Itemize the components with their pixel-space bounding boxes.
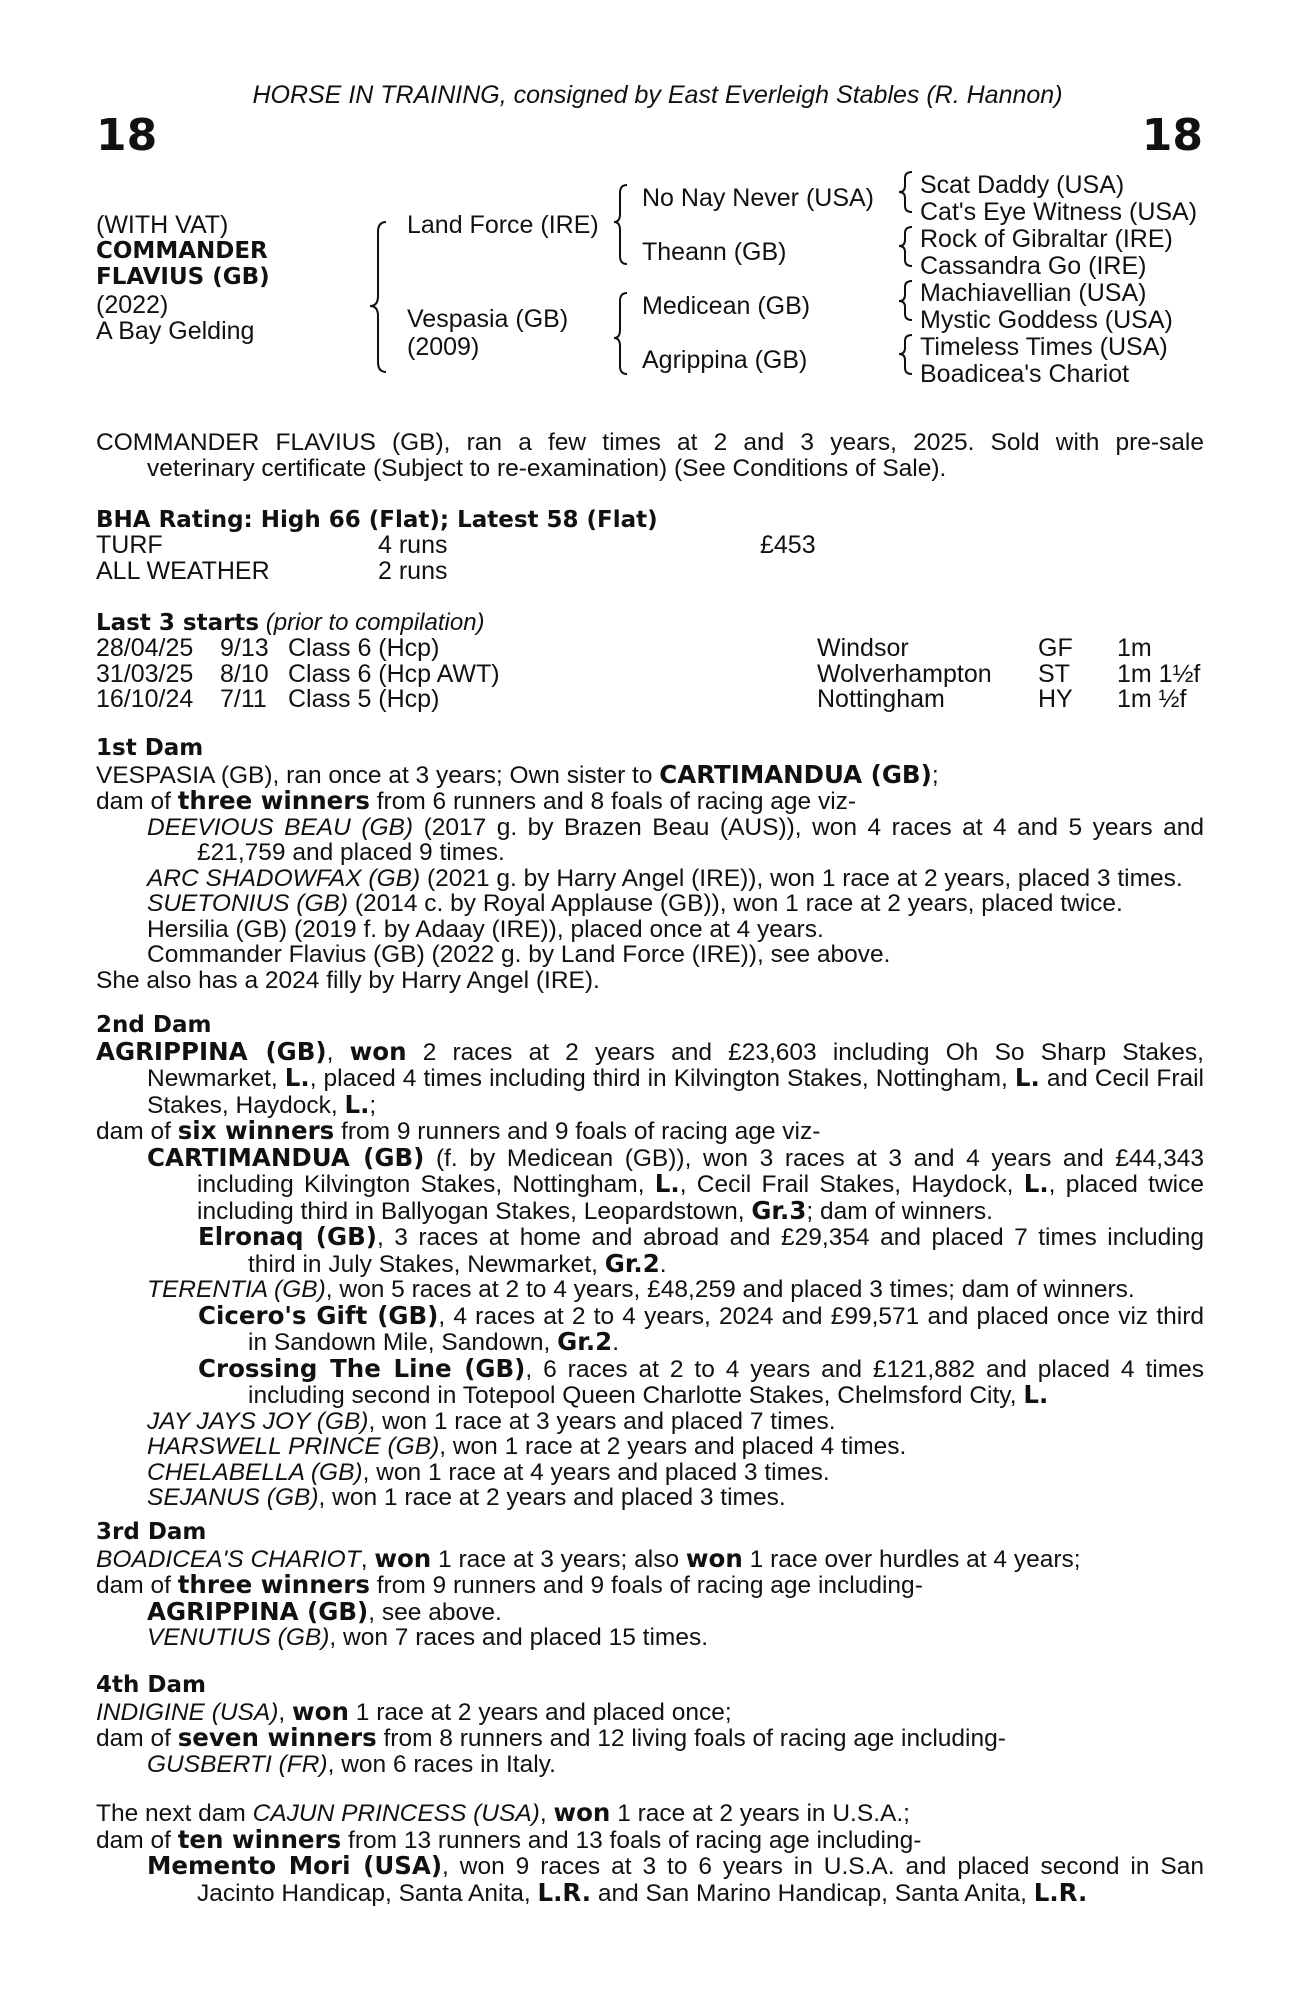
horse-description: A Bay Gelding	[96, 317, 255, 345]
pedigree-sire-dam: Theann (GB)	[642, 238, 787, 266]
pedigree-sire: Land Force (IRE)	[407, 211, 599, 239]
pedigree-gen3-5: Machiavellian (USA)	[920, 279, 1147, 307]
produce-2024-filly: She also has a 2024 filly by Harry Angel (IRE).	[96, 966, 600, 994]
rating-turf-surface: TURF	[96, 531, 163, 559]
fourth-dam-heading: 4th Dam	[96, 1672, 206, 1698]
intro-paragraph	[96, 430, 1204, 481]
pedigree-sire-sire: No Nay Never (USA)	[642, 184, 874, 212]
produce-ciceros-gift: Cicero's Gift (GB), 4 races at 2 to 4 years, 2024 and £99,571 and placed once viz third in Sandown Mile, Sandown, Gr.2.	[198, 1300, 1204, 1356]
third-dam-section	[96, 1520, 1204, 1651]
rating-aw-surface: ALL WEATHER	[96, 557, 270, 585]
last-starts-heading-row	[96, 609, 485, 637]
first-dam-section	[96, 736, 1204, 993]
start-2-course: Wolverhampton	[817, 660, 992, 688]
first-dam-heading: 1st Dam	[96, 735, 204, 761]
start-3-date: 16/10/24	[96, 685, 194, 713]
produce-cartimandua: CARTIMANDUA (GB) (f. by Medicean (GB)), won 3 races at 3 and 4 years and £44,343 including Kilvington Stakes, Nottingham, L., Cecil Frail Stakes, Haydock, L., placed twice including third in Ballyogan Stakes, Leopardstown, Gr.3; dam of winners.	[147, 1142, 1204, 1225]
horse-name-line2: FLAVIUS (GB)	[96, 264, 270, 290]
next-dam-cajun-princess: The next dam CAJUN PRINCESS (USA), won 1 race at 2 years in U.S.A.;	[96, 1798, 910, 1827]
brace-g3-2	[899, 227, 912, 266]
horse-year: (2022)	[96, 291, 169, 319]
pedigree-dam-year: (2009)	[407, 333, 480, 361]
second-dam-produce-summary: dam of six winners from 9 runners and 9 foals of racing age viz-	[96, 1116, 821, 1145]
first-dam-line2: dam of three winners from 6 runners and 8 foals of racing age viz-	[96, 786, 857, 815]
pedigree-gen3-2: Cat's Eye Witness (USA)	[920, 198, 1198, 226]
start-3-pos: 7/11	[220, 685, 267, 713]
start-2-going: ST	[1038, 660, 1070, 688]
fourth-dam-produce-summary: dam of seven winners from 8 runners and 12 living foals of racing age including-	[96, 1723, 1006, 1752]
produce-crossing-the-line: Crossing The Line (GB), 6 races at 2 to 4 years and £121,882 and placed 4 times including second in Totepool Queen Charlotte Stakes, Chelmsford City, L.	[198, 1353, 1204, 1409]
start-1-course: Windsor	[817, 634, 909, 662]
brace-g3-1	[899, 172, 912, 212]
third-dam-heading: 3rd Dam	[96, 1519, 207, 1545]
produce-memento-mori: Memento Mori (USA), won 9 races at 3 to 6 years in U.S.A. and placed second in San Jacinto Handicap, Santa Anita, L.R. and San Marino Handicap, Santa Anita, L.R.	[147, 1851, 1204, 1907]
lot-number-left: 18	[96, 110, 158, 161]
start-1-race: Class 6 (Hcp)	[288, 634, 440, 662]
start-2-pos: 8/10	[220, 660, 269, 688]
produce-arc-shadowfax: ARC SHADOWFAX (GB) (2021 g. by Harry Angel (IRE)), won 1 race at 2 years, placed 3 times.	[147, 864, 1183, 892]
lot-number-right: 18	[1141, 110, 1203, 161]
produce-sejanus: SEJANUS (GB), won 1 race at 2 years and placed 3 times.	[147, 1484, 786, 1511]
intro-line2: veterinary certificate (Subject to re-examination) (See Conditions of Sale).	[147, 454, 947, 482]
brace-gen1	[370, 222, 386, 372]
start-3-course: Nottingham	[817, 685, 945, 713]
pedigree-gen3-1: Scat Daddy (USA)	[920, 171, 1125, 199]
fourth-dam-indigine: INDIGINE (USA), won 1 race at 2 years and placed once;	[96, 1696, 732, 1726]
start-1-date: 28/04/25	[96, 634, 194, 662]
start-2-race: Class 6 (Hcp AWT)	[288, 660, 500, 688]
produce-venutius: VENUTIUS (GB), won 7 races and placed 15 times.	[147, 1624, 709, 1651]
consignment-header: HORSE IN TRAINING, consigned by East Everleigh Stables (R. Hannon)	[252, 81, 1063, 109]
start-1-going: GF	[1038, 634, 1073, 662]
horse-name-line1: COMMANDER	[96, 238, 268, 264]
pedigree-gen3-8: Boadicea's Chariot	[920, 360, 1130, 388]
start-2-date: 31/03/25	[96, 660, 194, 688]
next-dam-section	[96, 1800, 1204, 1906]
rating-turf-prize: £453	[760, 531, 816, 559]
bha-rating-heading: BHA Rating: High 66 (Flat); Latest 58 (Flat)	[96, 507, 658, 533]
last-starts-heading: Last 3 starts	[96, 610, 260, 636]
rating-aw-runs: 2 runs	[378, 557, 448, 585]
pedigree-gen3-6: Mystic Goddess (USA)	[920, 306, 1173, 334]
intro-line1: COMMANDER FLAVIUS (GB), ran a few times at 2 and 3 years, 2025. Sold with pre-sale	[96, 429, 1204, 456]
pedigree-dam-dam: Agrippina (GB)	[642, 346, 808, 374]
pedigree-gen3-7: Timeless Times (USA)	[920, 333, 1168, 361]
produce-chelabella: CHELABELLA (GB), won 1 race at 4 years and placed 3 times.	[147, 1458, 830, 1486]
brace-sire	[614, 185, 627, 264]
start-3-race: Class 5 (Hcp)	[288, 685, 440, 713]
rating-turf-runs: 4 runs	[378, 531, 448, 559]
next-dam-produce-summary: dam of ten winners from 13 runners and 13 foals of racing age including-	[96, 1824, 922, 1854]
start-2-dist: 1m 1½f	[1117, 660, 1201, 688]
brace-g3-3	[899, 281, 912, 320]
second-dam-heading: 2nd Dam	[96, 1012, 212, 1038]
fourth-dam-section	[96, 1673, 1204, 1777]
produce-elronaq: Elronaq (GB), 3 races at home and abroad and £29,354 and placed 7 times including third in July Stakes, Newmarket, Gr.2.	[198, 1222, 1204, 1278]
brace-g3-4	[899, 335, 912, 374]
start-1-dist: 1m	[1117, 634, 1152, 662]
start-3-going: HY	[1038, 685, 1073, 713]
brace-dam	[614, 293, 627, 374]
second-dam-section	[96, 1013, 1204, 1511]
pedigree-dam: Vespasia (GB)	[407, 305, 569, 333]
produce-jay-jays-joy: JAY JAYS JOY (GB), won 1 race at 3 years and placed 7 times.	[147, 1407, 836, 1435]
first-dam-line1: VESPASIA (GB), ran once at 3 years; Own sister to CARTIMANDUA (GB);	[96, 759, 939, 789]
produce-commander-flavius: Commander Flavius (GB) (2022 g. by Land Force (IRE)), see above.	[147, 941, 891, 968]
produce-gusberti: GUSBERTI (FR), won 6 races in Italy.	[147, 1750, 556, 1778]
pedigree-dam-sire: Medicean (GB)	[642, 292, 811, 320]
produce-terentia: TERENTIA (GB), won 5 races at 2 to 4 years, £48,259 and placed 3 times; dam of winners.	[147, 1276, 1135, 1303]
third-dam-boadiceas-chariot: BOADICEA'S CHARIOT, won 1 race at 3 years; also won 1 race over hurdles at 4 years;	[96, 1543, 1081, 1573]
produce-agrippina: AGRIPPINA (GB), see above.	[147, 1596, 502, 1626]
produce-hersilia: Hersilia (GB) (2019 f. by Adaay (IRE)), placed once at 4 years.	[147, 915, 824, 943]
pedigree-gen3-3: Rock of Gibraltar (IRE)	[920, 225, 1173, 253]
third-dam-produce-summary: dam of three winners from 9 runners and 9 foals of racing age including-	[96, 1570, 923, 1599]
produce-harswell-prince: HARSWELL PRINCE (GB), won 1 race at 2 years and placed 4 times.	[147, 1433, 907, 1460]
last-starts-note: (prior to compilation)	[265, 609, 485, 636]
produce-suetonius: SUETONIUS (GB) (2014 c. by Royal Applause (GB)), won 1 race at 2 years, placed twice.	[147, 890, 1123, 917]
pedigree-gen3-4: Cassandra Go (IRE)	[920, 252, 1147, 280]
produce-deevious-beau: DEEVIOUS BEAU (GB) (2017 g. by Brazen Beau (AUS)), won 4 races at 4 and 5 years and £21,759 and placed 9 times.	[147, 813, 1204, 866]
start-3-dist: 1m ½f	[1117, 685, 1187, 713]
start-1-pos: 9/13	[220, 634, 269, 662]
second-dam-agrippina: AGRIPPINA (GB), won 2 races at 2 years and £23,603 including Oh So Sharp Stakes, Newmarket, L., placed 4 times including third in Kilvington Stakes, Nottingham, L. and Cecil Frail Stakes, Haydock, L.;	[96, 1036, 1204, 1119]
vat-note: (WITH VAT)	[96, 211, 229, 239]
